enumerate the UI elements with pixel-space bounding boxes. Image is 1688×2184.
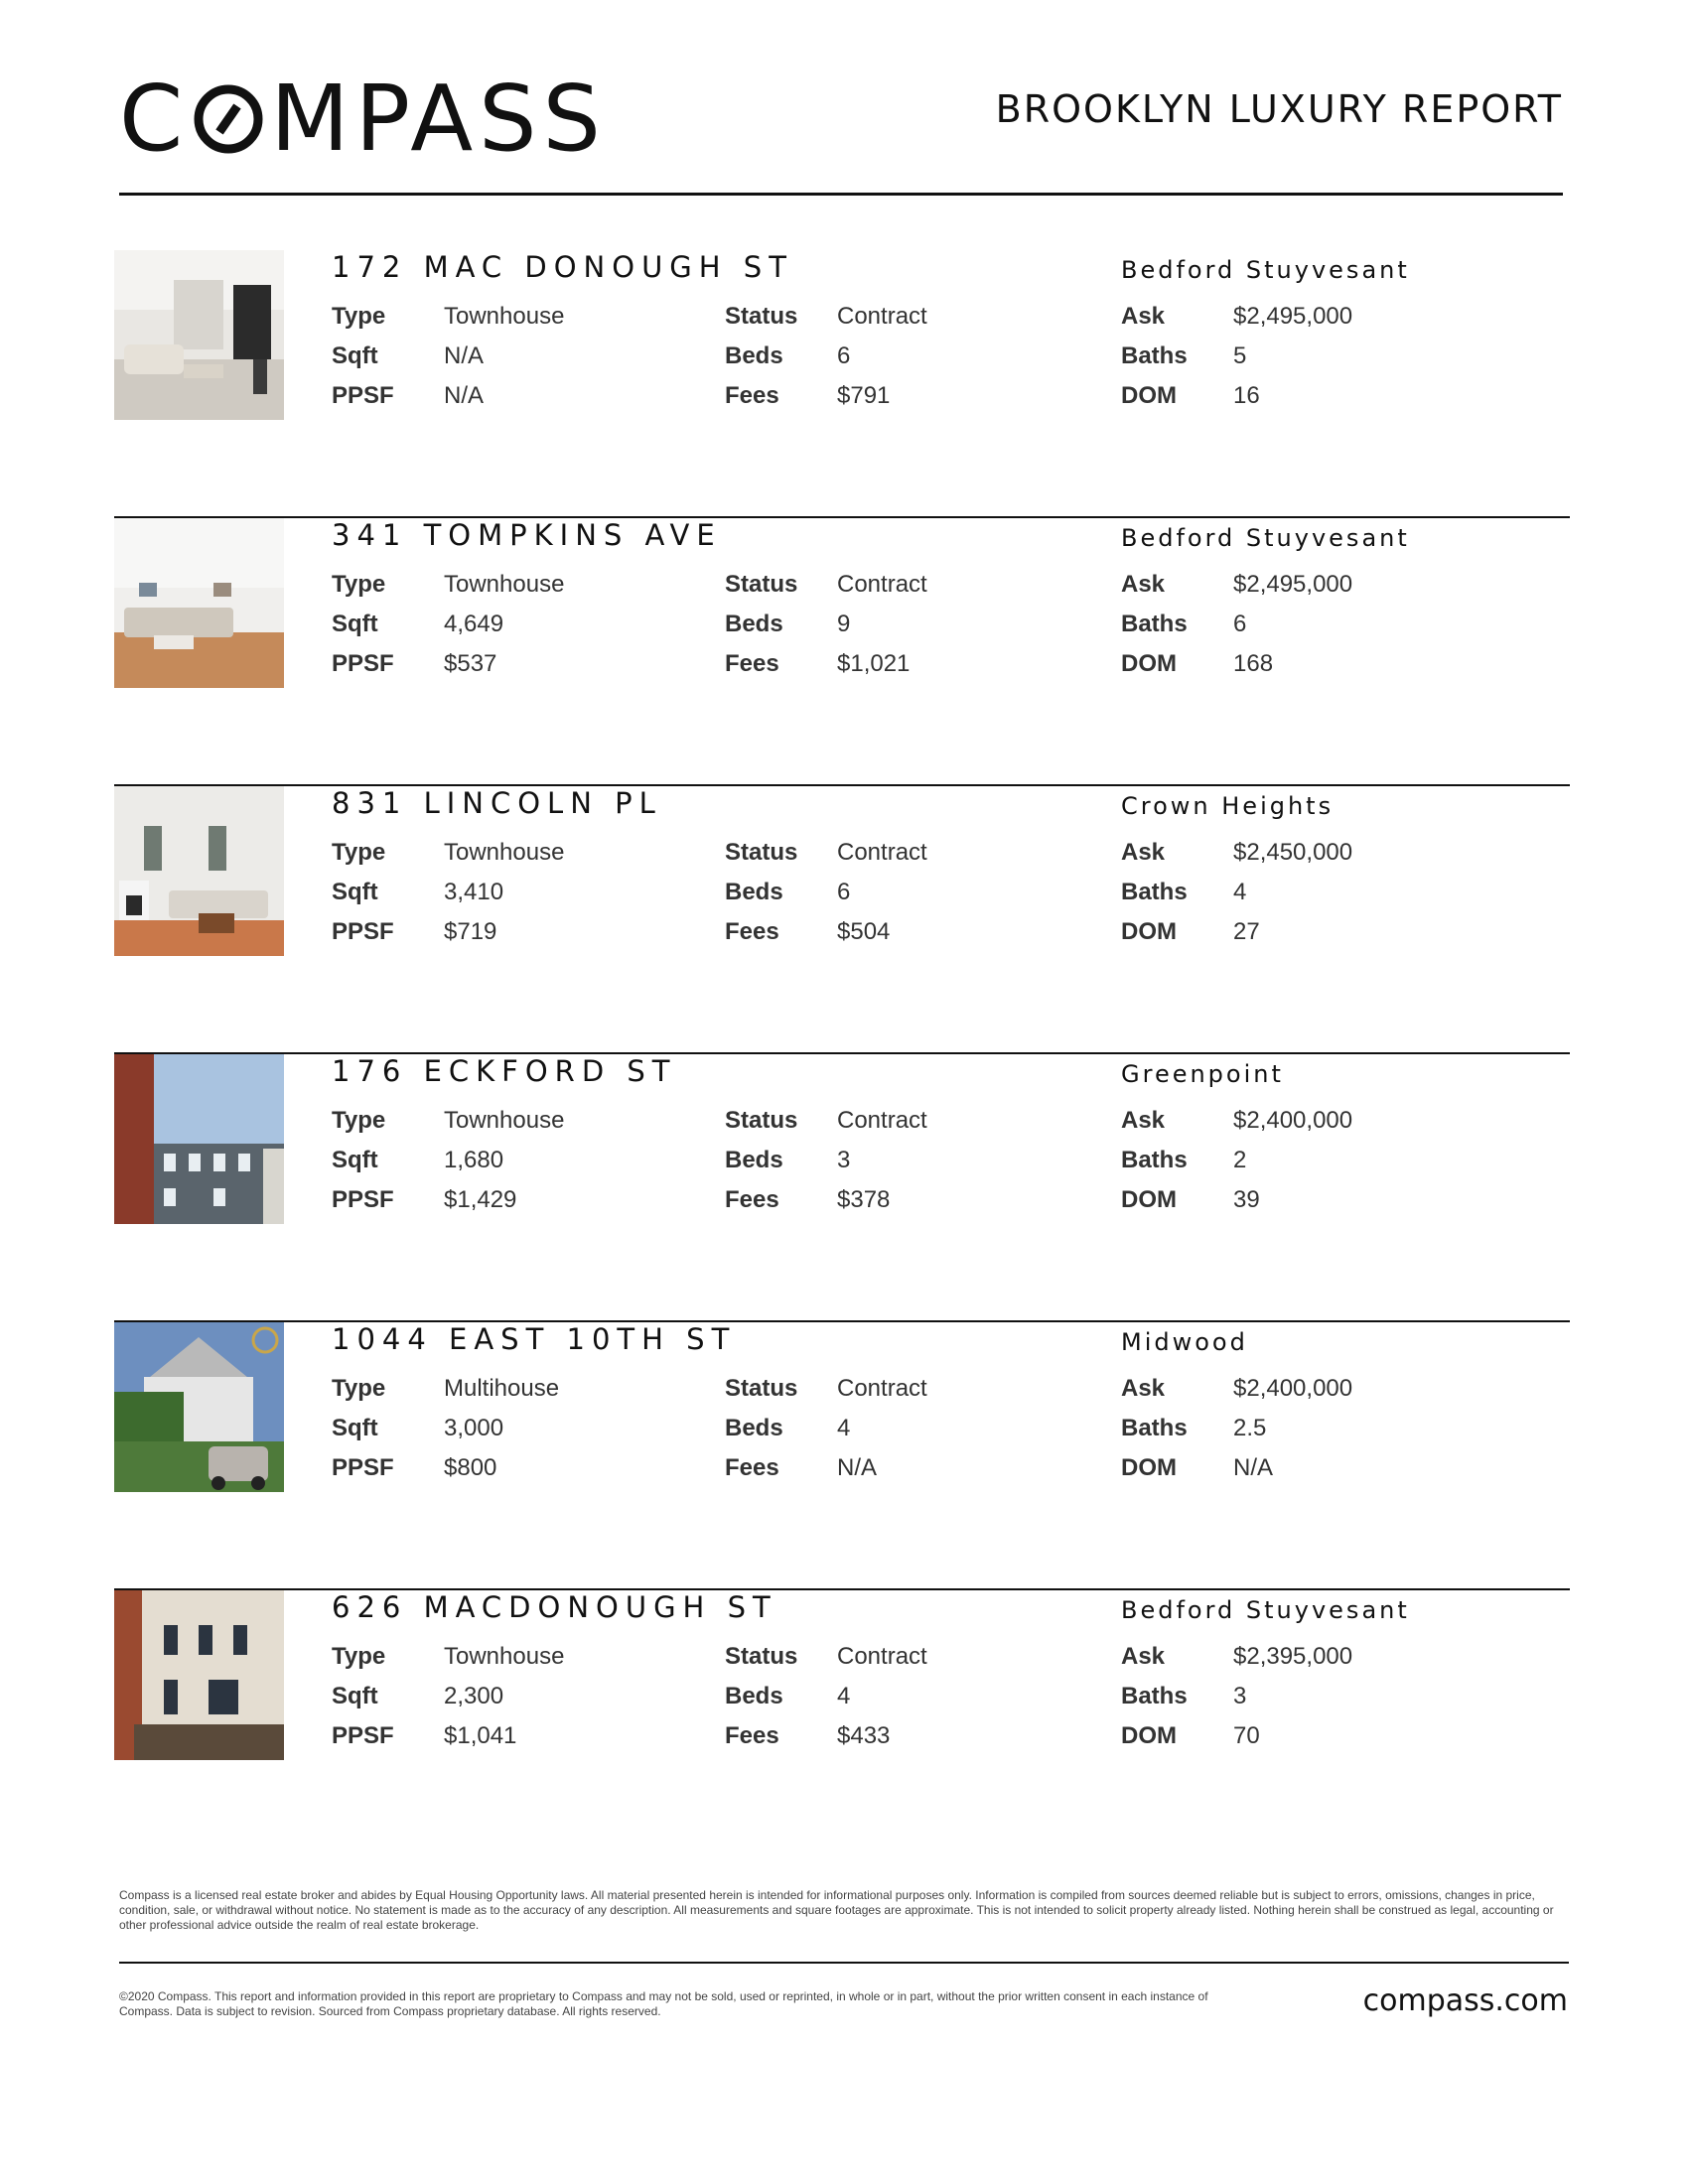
- field-value: $2,495,000: [1233, 571, 1353, 598]
- field-value: $2,495,000: [1233, 303, 1353, 330]
- field-label: Sqft: [332, 1147, 378, 1173]
- listing-photo[interactable]: [114, 786, 284, 956]
- listing-address[interactable]: 341 TOMPKINS AVE: [332, 518, 722, 552]
- field-value: 2: [1233, 1147, 1247, 1173]
- field-value: $1,041: [444, 1722, 517, 1749]
- field-label: Type: [332, 303, 386, 330]
- field-label: Baths: [1121, 1683, 1188, 1709]
- field-label: Type: [332, 1643, 386, 1670]
- field-value: $378: [837, 1186, 891, 1213]
- field-value: 3: [837, 1147, 851, 1173]
- listing-photo[interactable]: [114, 250, 284, 420]
- listing-photo[interactable]: [114, 1590, 284, 1760]
- field-value: Townhouse: [444, 1643, 565, 1670]
- legal-disclaimer: Compass is a licensed real estate broker and abides by Equal Housing Opportunity laws. All material presented herein is intended for informational purposes only. Information is compiled from sources deemed reliable but is subject to errors, omissions, changes in price, condition, sale, or withdrawal without notice. No statement is made as to the accuracy of any description. All measurements and square footages are approximate. This is not intended to solicit property already listed. Nothing herein shall be construed as legal, accounting or other professional advice outside the realm of real estate brokerage.: [119, 1888, 1554, 1932]
- field-label: DOM: [1121, 650, 1177, 677]
- field-label: Baths: [1121, 879, 1188, 905]
- listing-neighborhood: Midwood: [1121, 1328, 1248, 1356]
- listing-address[interactable]: 831 LINCOLN PL: [332, 786, 662, 820]
- compass-logo-o-icon: [193, 83, 264, 155]
- listing-neighborhood: Bedford Stuyvesant: [1121, 256, 1410, 284]
- field-value: 27: [1233, 918, 1260, 945]
- listing-item: [114, 786, 1570, 1054]
- field-value: Contract: [837, 839, 927, 866]
- field-value: $719: [444, 918, 497, 945]
- field-label: Baths: [1121, 1415, 1188, 1441]
- field-value: 3,000: [444, 1415, 504, 1441]
- field-label: Sqft: [332, 1683, 378, 1709]
- field-value: 5: [1233, 342, 1247, 369]
- listing-neighborhood: Bedford Stuyvesant: [1121, 524, 1410, 552]
- field-value: Townhouse: [444, 839, 565, 866]
- field-label: Beds: [725, 1415, 783, 1441]
- listing-neighborhood: Crown Heights: [1121, 792, 1335, 820]
- listing-heading: [332, 1322, 1523, 1362]
- field-value: Contract: [837, 571, 927, 598]
- field-label: Fees: [725, 1186, 779, 1213]
- field-label: Sqft: [332, 1415, 378, 1441]
- field-value: Contract: [837, 1375, 927, 1402]
- field-label: PPSF: [332, 1454, 394, 1481]
- field-label: PPSF: [332, 1186, 394, 1213]
- field-label: Type: [332, 839, 386, 866]
- field-label: Status: [725, 303, 798, 330]
- listing-address[interactable]: 172 MAC DONOUGH ST: [332, 250, 793, 284]
- header-divider: [119, 193, 1563, 196]
- field-value: $2,395,000: [1233, 1643, 1353, 1670]
- listing-photo[interactable]: [114, 518, 284, 688]
- field-value: $791: [837, 382, 891, 409]
- field-label: DOM: [1121, 918, 1177, 945]
- listing-address[interactable]: 626 MACDONOUGH ST: [332, 1590, 777, 1624]
- field-label: Baths: [1121, 342, 1188, 369]
- listing-heading: [332, 250, 1523, 290]
- field-label: Fees: [725, 382, 779, 409]
- field-value: Multihouse: [444, 1375, 560, 1402]
- field-value: Contract: [837, 303, 927, 330]
- field-value: 6: [837, 342, 851, 369]
- field-value: N/A: [1233, 1454, 1274, 1481]
- field-value: Contract: [837, 1643, 927, 1670]
- field-label: Type: [332, 1375, 386, 1402]
- field-label: Ask: [1121, 571, 1166, 598]
- field-value: $1,429: [444, 1186, 517, 1213]
- listing-heading: [332, 1054, 1523, 1094]
- field-label: DOM: [1121, 1722, 1177, 1749]
- report-title: BROOKLYN LUXURY REPORT: [995, 87, 1563, 131]
- field-value: $1,021: [837, 650, 911, 677]
- field-value: Townhouse: [444, 571, 565, 598]
- field-label: PPSF: [332, 382, 394, 409]
- footer-divider: [119, 1962, 1569, 1964]
- field-value: N/A: [837, 1454, 878, 1481]
- field-label: DOM: [1121, 382, 1177, 409]
- field-label: Fees: [725, 1454, 779, 1481]
- listing-item: [114, 1054, 1570, 1322]
- listing-item: [114, 250, 1570, 518]
- field-label: DOM: [1121, 1186, 1177, 1213]
- field-label: PPSF: [332, 918, 394, 945]
- field-label: Beds: [725, 1147, 783, 1173]
- field-value: $433: [837, 1722, 891, 1749]
- field-value: 16: [1233, 382, 1260, 409]
- field-label: Fees: [725, 918, 779, 945]
- listing-neighborhood: Greenpoint: [1121, 1060, 1284, 1088]
- compass-logo-rest: MPASS: [270, 66, 607, 172]
- listings: [114, 250, 1570, 1858]
- field-label: Ask: [1121, 839, 1166, 866]
- listing-heading: [332, 1590, 1523, 1630]
- field-label: Sqft: [332, 611, 378, 637]
- listing-address[interactable]: 1044 EAST 10TH ST: [332, 1322, 737, 1356]
- field-label: Fees: [725, 650, 779, 677]
- field-value: 70: [1233, 1722, 1260, 1749]
- listing-photo[interactable]: [114, 1322, 284, 1492]
- field-value: Townhouse: [444, 303, 565, 330]
- field-value: $2,450,000: [1233, 839, 1353, 866]
- field-value: 2,300: [444, 1683, 504, 1709]
- field-value: N/A: [444, 382, 485, 409]
- field-label: Ask: [1121, 1107, 1166, 1134]
- field-label: DOM: [1121, 1454, 1177, 1481]
- field-value: $2,400,000: [1233, 1375, 1353, 1402]
- field-value: 3,410: [444, 879, 504, 905]
- field-value: 1,680: [444, 1147, 504, 1173]
- field-label: Type: [332, 571, 386, 598]
- field-value: $800: [444, 1454, 497, 1481]
- field-value: Contract: [837, 1107, 927, 1134]
- field-label: Baths: [1121, 611, 1188, 637]
- field-label: Status: [725, 1643, 798, 1670]
- listing-item: [114, 1590, 1570, 1858]
- field-label: Type: [332, 1107, 386, 1134]
- field-label: PPSF: [332, 650, 394, 677]
- field-label: Ask: [1121, 1375, 1166, 1402]
- field-label: Status: [725, 1375, 798, 1402]
- field-value: Townhouse: [444, 1107, 565, 1134]
- field-value: 3: [1233, 1683, 1247, 1709]
- listing-neighborhood: Bedford Stuyvesant: [1121, 1596, 1410, 1624]
- field-value: 6: [1233, 611, 1247, 637]
- listing-heading: [332, 786, 1523, 826]
- report-header: [119, 66, 1563, 172]
- listing-photo[interactable]: [114, 1054, 284, 1224]
- field-label: Status: [725, 571, 798, 598]
- field-value: $537: [444, 650, 497, 677]
- field-value: N/A: [444, 342, 485, 369]
- listing-item: [114, 518, 1570, 786]
- copyright-notice: ©2020 Compass. This report and information provided in this report are proprietary to Compass and may not be sold, used or reprinted, in whole or in part, without the prior written consent in each instance of Compass. Data is subject to revision. Sourced from Compass proprietary database. All rights reserved.: [119, 1989, 1208, 2018]
- field-value: 39: [1233, 1186, 1260, 1213]
- field-label: Sqft: [332, 879, 378, 905]
- field-value: 6: [837, 879, 851, 905]
- field-value: 168: [1233, 650, 1274, 677]
- field-value: $2,400,000: [1233, 1107, 1353, 1134]
- field-value: 4: [837, 1415, 851, 1441]
- field-label: Beds: [725, 342, 783, 369]
- field-label: PPSF: [332, 1722, 394, 1749]
- field-label: Fees: [725, 1722, 779, 1749]
- field-label: Beds: [725, 611, 783, 637]
- field-value: 4: [837, 1683, 851, 1709]
- field-label: Baths: [1121, 1147, 1188, 1173]
- compass-logo-c: C: [119, 66, 190, 172]
- listing-address[interactable]: 176 ECKFORD ST: [332, 1054, 677, 1088]
- field-label: Sqft: [332, 342, 378, 369]
- field-value: 2.5: [1233, 1415, 1267, 1441]
- field-label: Beds: [725, 1683, 783, 1709]
- field-label: Ask: [1121, 1643, 1166, 1670]
- field-value: 4,649: [444, 611, 504, 637]
- field-value: $504: [837, 918, 891, 945]
- compass-logo: [119, 66, 607, 172]
- field-label: Beds: [725, 879, 783, 905]
- field-label: Ask: [1121, 303, 1166, 330]
- listing-item: [114, 1322, 1570, 1590]
- field-label: Status: [725, 1107, 798, 1134]
- field-value: 4: [1233, 879, 1247, 905]
- website-link[interactable]: compass.com: [1362, 1983, 1568, 2018]
- field-label: Status: [725, 839, 798, 866]
- listing-heading: [332, 518, 1523, 558]
- field-value: 9: [837, 611, 851, 637]
